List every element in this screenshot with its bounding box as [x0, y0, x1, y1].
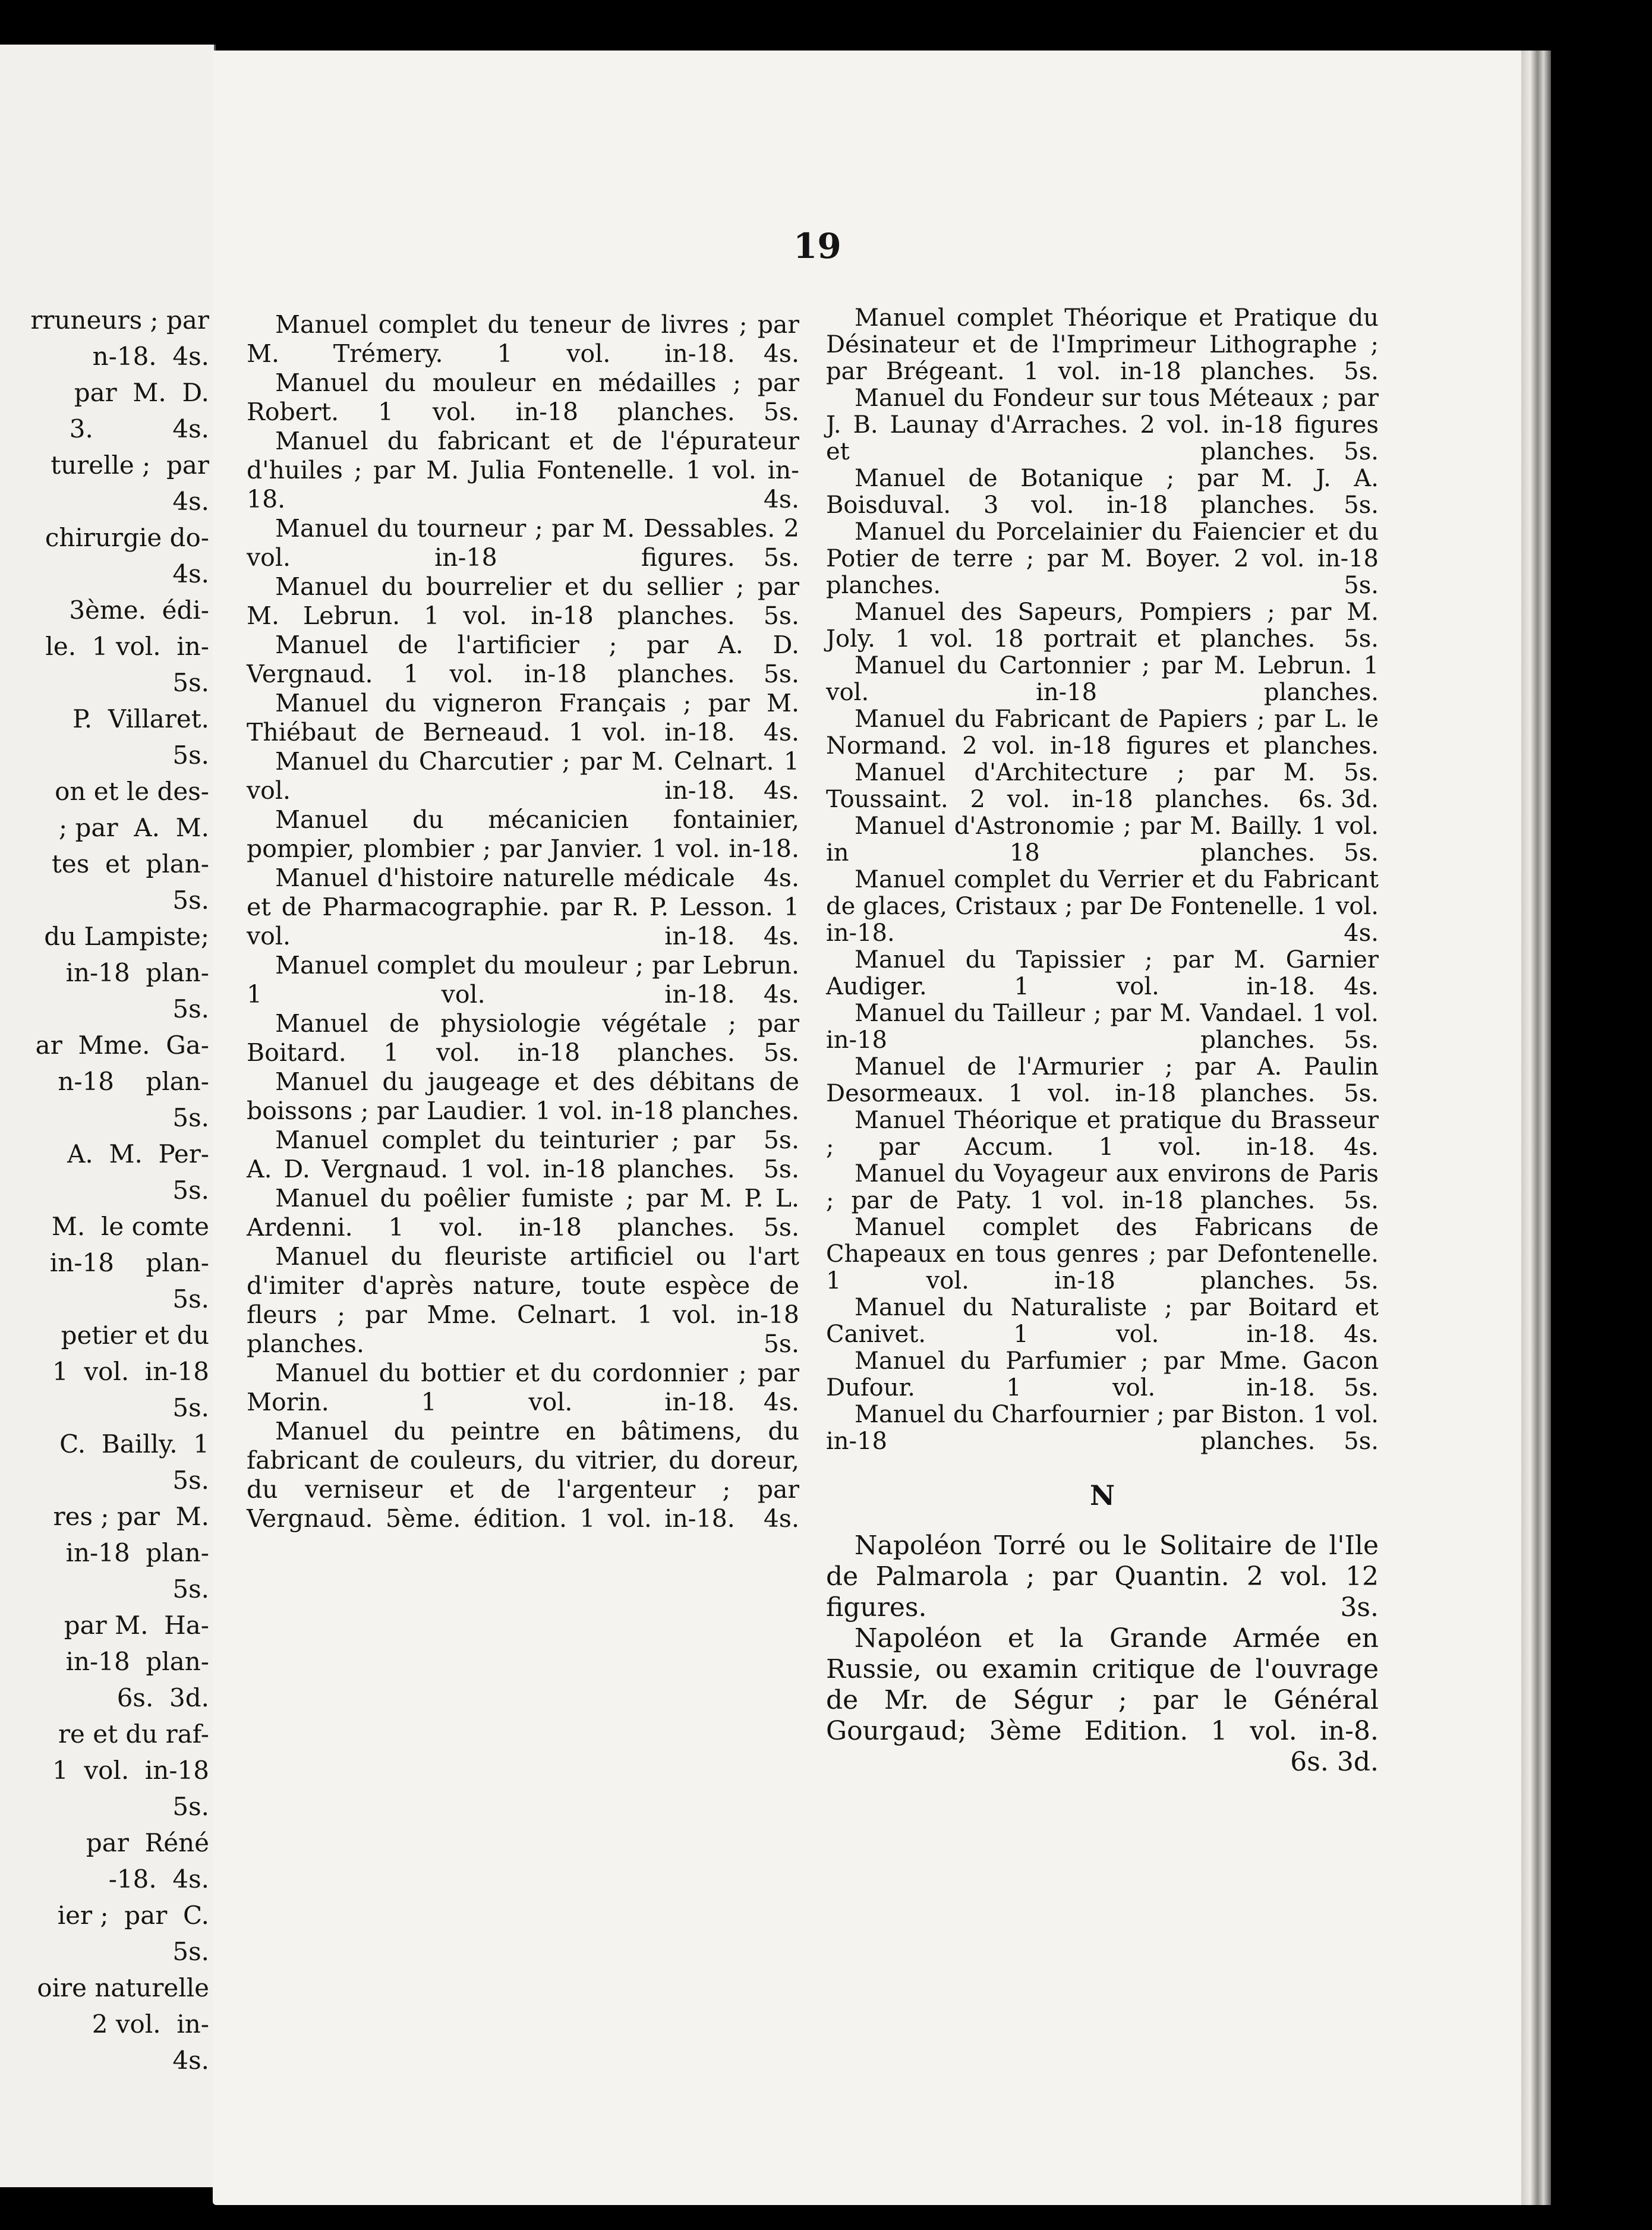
entry-price: 4s.: [763, 339, 799, 368]
catalog-entry: [247, 805, 799, 892]
catalog-entry: [826, 385, 1379, 465]
entry-title: Manuel de Botanique ; par M. J. A. Boisduval. 3 vol. in-18 planches.: [826, 465, 1379, 519]
left-fragment-line: 5s.: [172, 1937, 209, 1966]
catalog-entry: [247, 1417, 799, 1533]
entry-title: Manuel d'histoire naturelle médicale et de Pharmacographie. par R. P. Lesson. 1 vol. in-18.: [247, 864, 799, 950]
catalog-entry: [826, 1107, 1379, 1161]
entry-title: Manuel complet du teinturier ; par A. D. Vergnaud. 1 vol. in-18 planches.: [247, 1126, 735, 1183]
left-fragment-line: n-18 plan-: [58, 1067, 209, 1096]
catalog-entry: [826, 653, 1379, 706]
left-fragment-line: ar Mme. Ga-: [35, 1031, 209, 1060]
left-fragment-line: 5s.: [172, 741, 209, 770]
catalog-entry: [826, 519, 1379, 599]
catalog-entry: [826, 1623, 1379, 1777]
entry-title: Manuel du vigneron Français ; par M. Thiébaut de Berneaud. 1 vol. in-18.: [247, 689, 799, 747]
entry-title: Manuel d'Architecture ; par M. Toussaint. 2 vol. in-18 planches.: [826, 759, 1316, 813]
entry-price: 5s.: [1344, 438, 1379, 465]
entry-title: Manuel du Tailleur ; par M. Vandael. 1 vol. in-18 planches.: [826, 1000, 1379, 1054]
entry-price: 4s.: [763, 1388, 799, 1416]
left-fragment-line: le. 1 vol. in-: [45, 632, 209, 661]
catalog-entry: [247, 747, 799, 805]
catalog-entry: [826, 760, 1379, 813]
left-fragment-line: P. Villaret.: [72, 704, 209, 733]
entry-price: 5s.: [763, 543, 799, 572]
entry-title: Manuel du Charfournier ; par Biston. 1 vol. in-18 planches.: [826, 1401, 1379, 1455]
entry-price: 6s. 3d.: [1290, 1747, 1379, 1777]
left-page-fragment: [0, 45, 216, 2187]
entry-price: 5s.: [1344, 492, 1379, 519]
left-fragment-line: 5s.: [172, 668, 209, 697]
entry-price: 5s.: [1344, 759, 1379, 786]
entry-title: Manuel Théorique et pratique du Brasseur ; par Accum. 1 vol. in-18.: [826, 1107, 1379, 1161]
entry-price: 4s.: [763, 922, 799, 950]
entry-price: 5s.: [763, 398, 799, 426]
entry-title: Manuel du fabricant et de l'épurateur d'huiles ; par M. Julia Fontenelle. 1 vol. in-18.: [247, 427, 799, 514]
left-fragment-line: 5s.: [172, 1176, 209, 1205]
entry-title: Manuel du tourneur ; par M. Dessables. 2 vol. in-18 figures.: [247, 514, 799, 572]
catalog-entry: [247, 427, 799, 514]
entry-price: 5s.: [1344, 1026, 1379, 1054]
left-fragment-line: 5s.: [172, 1284, 209, 1314]
left-fragment-line: chirurgie do-: [45, 523, 209, 552]
entry-price: 4s.: [763, 980, 799, 1009]
left-fragment-line: 4s.: [172, 2046, 209, 2075]
entry-title: Manuel du bourrelier et du sellier ; par M. Lebrun. 1 vol. in-18 planches.: [247, 572, 799, 630]
left-fragment-line: 5s.: [172, 994, 209, 1023]
entry-title: Manuel du peintre en bâtimens, du fabricant de couleurs, du vitrier, du doreur, du verniseur et de l'argenteur ; par Vergnaud. 5ème. édition. 1 vol. in-18.: [247, 1417, 799, 1533]
catalog-entry: [247, 1242, 799, 1359]
entry-title: Manuel de physiologie végétale ; par Boitard. 1 vol. in-18 planches.: [247, 1009, 799, 1067]
catalog-entry: [826, 867, 1379, 947]
entry-title: Manuel complet du mouleur ; par Lebrun. 1 vol. in-18.: [247, 951, 799, 1009]
catalog-entry: [247, 631, 799, 689]
page-number: 19: [793, 226, 841, 266]
entry-price: 4s.: [1344, 973, 1379, 1000]
entry-title: Manuel de l'Armurier ; par A. Paulin Desormeaux. 1 vol. in-18 planches.: [826, 1053, 1379, 1107]
catalog-entry: [826, 465, 1379, 519]
section-letter: N: [1089, 1479, 1115, 1511]
left-fragment-line: C. Bailly. 1: [59, 1429, 209, 1459]
entry-title: Manuel du Fondeur sur tous Méteaux ; par J. B. Launay d'Arraches. 2 vol. in-18 figures et planches.: [826, 385, 1379, 465]
catalog-entry: [826, 1161, 1379, 1214]
left-fragment-line: 2 vol. in-: [92, 2009, 209, 2039]
entry-title: Manuel du Fabricant de Papiers ; par L. le Normand. 2 vol. in-18 figures et planches.: [826, 705, 1379, 760]
catalog-entry: [247, 1359, 799, 1417]
entry-title: Manuel des Sapeurs, Pompiers ; par M. Joly. 1 vol. 18 portrait et planches.: [826, 599, 1379, 653]
catalog-entry: [247, 514, 799, 572]
left-fragment-line: rruneurs ; par: [30, 305, 209, 335]
left-fragment-line: turelle ; par: [51, 451, 209, 480]
entry-price: 4s.: [1344, 1321, 1379, 1348]
entry-price: 5s.: [1344, 839, 1379, 867]
entry-price: 4s.: [763, 864, 799, 892]
entry-price: 3s.: [1340, 1592, 1379, 1623]
entry-title: Manuel du poêlier fumiste ; par M. P. L. Ardenni. 1 vol. in-18 planches.: [247, 1184, 799, 1242]
entry-price: 5s.: [763, 601, 799, 630]
catalog-entry: [247, 1009, 799, 1067]
left-fragment-line: 5s.: [172, 1103, 209, 1132]
left-fragment-line: 1 vol. in-18: [52, 1756, 209, 1785]
entry-price: 5s.: [1344, 1374, 1379, 1401]
left-fragment-line: par M. D.: [74, 378, 209, 407]
entry-price: 5s.: [1344, 572, 1379, 599]
entry-price: 5s.: [1344, 1267, 1379, 1294]
catalog-entry: [826, 813, 1379, 867]
left-fragment-line: 5s.: [172, 1393, 209, 1422]
entry-price: 5s.: [1344, 1080, 1379, 1107]
entry-price: 5s.: [763, 1330, 799, 1358]
catalog-entry: [826, 947, 1379, 1000]
entry-title: Manuel du Charcutier ; par M. Celnart. 1 vol. in-18.: [247, 747, 799, 805]
catalog-entry: [247, 1126, 799, 1184]
entry-price: 5s.: [763, 1038, 799, 1067]
left-fragment-line: tes et plan-: [51, 849, 209, 878]
left-fragment-line: 5s.: [172, 1574, 209, 1604]
entry-price: 5s.: [1344, 1187, 1379, 1214]
entry-title: Manuel du Voyageur aux environs de Paris ; par de Paty. 1 vol. in-18 planches.: [826, 1160, 1379, 1214]
entry-title: Manuel complet du teneur de livres ; par M. Trémery. 1 vol. in-18.: [247, 310, 799, 368]
entry-title: Manuel complet du Verrier et du Fabricant de glaces, Cristaux ; par De Fontenelle. 1 vol. in-18.: [826, 866, 1379, 947]
left-fragment-line: -18. 4s.: [108, 1864, 209, 1894]
right-column: [826, 305, 1379, 1778]
entry-price: 4s.: [1344, 919, 1379, 947]
catalog-entry: [247, 1184, 799, 1242]
entry-title: Manuel complet Théorique et Pratique du Désinateur et de l'Imprimeur Lithographe ; par Brégeant. 1 vol. in-18 planches.: [826, 304, 1379, 385]
left-fragment-line: 5s.: [172, 1792, 209, 1821]
left-fragment-line: n-18. 4s.: [92, 342, 209, 371]
left-fragment-line: 1 vol. in-18: [52, 1357, 209, 1386]
entry-title: Napoléon et la Grande Armée en Russie, ou examin critique de l'ouvrage de Mr. de Ségur ; par le Général Gourgaud; 3ème Edition. 1 vol. in-8.: [826, 1623, 1379, 1746]
entry-price: 5s.: [763, 1126, 799, 1154]
entry-price: 5s.: [1344, 625, 1379, 653]
entry-title: Manuel du Porcelainier du Faiencier et du Potier de terre ; par M. Boyer. 2 vol. in-18 planches.: [826, 518, 1379, 599]
catalog-entry: [247, 951, 799, 1009]
catalog-entry: [826, 1000, 1379, 1054]
left-fragment-line: 4s.: [172, 487, 209, 516]
left-fragment-line: res ; par M.: [53, 1502, 209, 1531]
entry-price: 5s.: [763, 1213, 799, 1242]
entry-title: Manuel du jaugeage et des débitans de boissons ; par Laudier. 1 vol. in-18 planches.: [247, 1067, 799, 1125]
entry-title: Manuel complet des Fabricans de Chapeaux en tous genres ; par Defontenelle. 1 vol. in-18 planches.: [826, 1214, 1379, 1294]
catalog-entry: [826, 305, 1379, 385]
entry-price: 5s.: [1344, 1428, 1379, 1455]
entry-title: Manuel du Cartonnier ; par M. Lebrun. 1 vol. in-18 planches.: [826, 652, 1379, 706]
entry-price: 5s.: [763, 660, 799, 688]
entry-price: 4s.: [763, 1504, 799, 1533]
entry-price: 4s.: [763, 485, 799, 514]
left-fragment-line: 4s.: [172, 559, 209, 588]
catalog-entry: [247, 864, 799, 951]
catalog-entry: [247, 368, 799, 427]
catalog-entry: [247, 689, 799, 747]
catalog-entry: [247, 572, 799, 631]
left-fragment-line: M. le comte: [51, 1212, 209, 1241]
catalog-entry: [826, 1348, 1379, 1401]
entry-title: Manuel du mécanicien fontainier, pompier, plombier ; par Janvier. 1 vol. in-18.: [247, 805, 799, 863]
entry-title: Manuel du mouleur en médailles ; par Robert. 1 vol. in-18 planches.: [247, 368, 799, 426]
left-page-text: [0, 302, 209, 2078]
left-fragment-line: du Lampiste;: [44, 922, 209, 951]
catalog-entry: [826, 1530, 1379, 1623]
catalog-entry: [826, 599, 1379, 653]
left-fragment-line: par M. Ha-: [64, 1611, 209, 1640]
entry-title: Manuel du fleuriste artificiel ou l'art d'imiter d'après nature, toute espèce de fleurs ; par Mme. Celnart. 1 vol. in-18 planches.: [247, 1242, 799, 1358]
left-fragment-line: par Réné: [86, 1828, 209, 1857]
left-fragment-line: 5s.: [172, 886, 209, 915]
entry-title: Manuel du Tapissier ; par M. Garnier Audiger. 1 vol. in-18.: [826, 946, 1379, 1000]
left-fragment-line: 3. 4s.: [69, 414, 209, 443]
left-fragment-line: in-18 plan-: [65, 1538, 209, 1567]
middle-column: [247, 310, 799, 1533]
page-edge: [1521, 51, 1551, 2205]
left-fragment-line: ; par A. M.: [59, 813, 209, 842]
catalog-entry: [247, 310, 799, 368]
entry-title: Manuel du bottier et du cordonnier ; par Morin. 1 vol. in-18.: [247, 1359, 799, 1416]
entry-title: Manuel du Parfumier ; par Mme. Gacon Dufour. 1 vol. in-18.: [826, 1347, 1379, 1401]
entry-title: Manuel d'Astronomie ; par M. Bailly. 1 vol. in 18 planches.: [826, 812, 1379, 867]
left-fragment-line: 5s.: [172, 1466, 209, 1495]
catalog-entry: [826, 1054, 1379, 1107]
entry-price: 5s.: [763, 1155, 799, 1183]
catalog-entry: [826, 1214, 1379, 1294]
left-fragment-line: in-18 plan-: [65, 1647, 209, 1676]
left-fragment-line: ier ; par C.: [57, 1901, 209, 1930]
left-fragment-line: 6s. 3d.: [116, 1683, 209, 1712]
left-fragment-line: oire naturelle: [37, 1973, 209, 2002]
entry-price: 5s.: [1344, 358, 1379, 385]
left-fragment-line: 3ème. édi-: [69, 596, 209, 625]
entry-title: Napoléon Torré ou le Solitaire de l'Ile de Palmarola ; par Quantin. 2 vol. 12 figures.: [826, 1530, 1379, 1623]
catalog-entry: [826, 1294, 1379, 1348]
left-fragment-line: in-18 plan-: [65, 958, 209, 987]
entry-price: 6s. 3d.: [1298, 786, 1379, 813]
entry-price: 4s.: [763, 776, 799, 805]
catalog-entry: [247, 1067, 799, 1154]
catalog-entry: [826, 1401, 1379, 1455]
left-fragment-line: in-18 plan-: [49, 1248, 209, 1277]
left-fragment-line: re et du raf-: [58, 1719, 209, 1749]
left-fragment-line: A. M. Per-: [67, 1139, 209, 1168]
entry-price: 4s.: [1344, 1133, 1379, 1161]
left-fragment-line: on et le des-: [55, 777, 209, 806]
entry-title: Manuel du Naturaliste ; par Boitard et Canivet. 1 vol. in-18.: [826, 1294, 1379, 1348]
entry-price: 4s.: [763, 718, 799, 747]
entry-title: Manuel de l'artificier ; par A. D. Vergnaud. 1 vol. in-18 planches.: [247, 631, 799, 688]
left-fragment-line: petier et du: [61, 1321, 209, 1350]
